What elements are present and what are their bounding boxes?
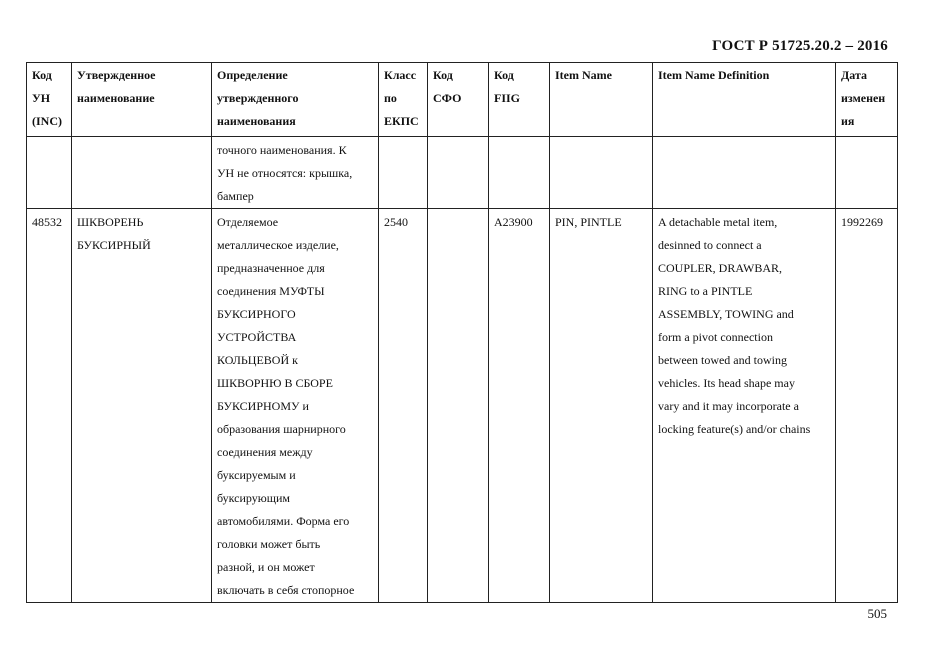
cell-text-line: vary and it may incorporate a: [658, 399, 799, 413]
column-header-sfo-code: [428, 63, 489, 137]
column-header-line: Утвержденное: [77, 68, 156, 82]
cell-text-line: ШКВОРЕНЬ: [77, 215, 144, 229]
cell-text-line: точного наименования. К: [217, 143, 347, 157]
cell-sfo-code: [428, 137, 489, 209]
column-header-item-name: [550, 63, 653, 137]
cell-text-line: locking feature(s) and/or chains: [658, 422, 811, 436]
catalog-table: [26, 62, 898, 603]
column-header-line: УН: [32, 91, 51, 105]
cell-text-line: УСТРОЙСТВА: [217, 330, 297, 344]
cell-text-line: form a pivot connection: [658, 330, 773, 344]
cell-fiig-code: [489, 137, 550, 209]
cell-text-line: автомобилями. Форма его: [217, 514, 350, 528]
cell-text-line: COUPLER, DRAWBAR,: [658, 261, 783, 275]
column-header-line: FIIG: [494, 91, 521, 105]
cell-definition: [212, 209, 379, 603]
column-header-approved-name: [72, 63, 212, 137]
column-header-ekps-class: [379, 63, 428, 137]
column-header-line: наименования: [217, 114, 296, 128]
column-header-line: Item Name: [555, 68, 612, 82]
cell-item-name: [550, 137, 653, 209]
cell-text-line: ASSEMBLY, TOWING and: [658, 307, 794, 321]
cell-text-line: УН не относятся: крышка,: [217, 166, 353, 180]
cell-approved-name: [72, 137, 212, 209]
column-header-line: ия: [841, 114, 855, 128]
cell-change-date: [836, 137, 898, 209]
cell-text-line: включать в себя стопорное: [217, 583, 355, 597]
column-header-line: по: [384, 91, 397, 105]
cell-text-line: буксируемым и: [217, 468, 296, 482]
column-header-item-name-definition: [653, 63, 836, 137]
column-header-line: Код: [32, 68, 52, 82]
cell-text-line: БУКСИРНЫЙ: [77, 238, 151, 252]
cell-text-line: бампер: [217, 189, 254, 203]
cell-text-line: БУКСИРНОМУ и: [217, 399, 309, 413]
column-header-fiig-code: [489, 63, 550, 137]
column-header-change-date: [836, 63, 898, 137]
cell-text-line: КОЛЬЦЕВОЙ к: [217, 353, 298, 367]
cell-inc: [27, 137, 72, 209]
cell-text-line: соединения между: [217, 445, 313, 459]
column-header-line: Класс: [384, 68, 417, 82]
cell-text-line: предназначенное для: [217, 261, 325, 275]
column-header-line: Код: [433, 68, 453, 82]
cell-text-line: desinned to connect a: [658, 238, 762, 252]
table-row-continuation: [27, 137, 898, 209]
column-header-line: Дата: [841, 68, 867, 82]
cell-approved-name: [72, 209, 212, 603]
column-header-line: утвержденного: [217, 91, 299, 105]
cell-sfo-code: [428, 209, 489, 603]
column-header-line: ЕКПС: [384, 114, 419, 128]
cell-ekps-class: [379, 137, 428, 209]
cell-ekps-class: 2540: [379, 209, 428, 603]
cell-text-line: разной, и он может: [217, 560, 315, 574]
column-header-line: Определение: [217, 68, 288, 82]
column-header-line: Item Name Definition: [658, 68, 770, 82]
cell-text-line: БУКСИРНОГО: [217, 307, 296, 321]
cell-item-name: PIN, PINTLE: [550, 209, 653, 603]
column-header-definition: [212, 63, 379, 137]
cell-text-line: головки может быть: [217, 537, 321, 551]
cell-inc: 48532: [27, 209, 72, 603]
document-header-title: ГОСТ Р 51725.20.2 – 2016: [712, 38, 888, 54]
cell-text-line: буксирующим: [217, 491, 290, 505]
cell-text-line: RING to a PINTLE: [658, 284, 753, 298]
cell-change-date: 1992269: [836, 209, 898, 603]
cell-text-line: A detachable metal item,: [658, 215, 778, 229]
table-row-48532: [27, 209, 898, 603]
cell-text-line: between towed and towing: [658, 353, 787, 367]
column-header-inc: [27, 63, 72, 137]
cell-text-line: Отделяемое: [217, 215, 279, 229]
cell-item-name-definition: [653, 137, 836, 209]
column-header-line: изменен: [841, 91, 886, 105]
cell-item-name-definition: [653, 209, 836, 603]
column-header-line: (INC): [32, 114, 62, 128]
cell-text-line: металлическое изделие,: [217, 238, 339, 252]
cell-text-line: ШКВОРНЮ В СБОРЕ: [217, 376, 333, 390]
table-header-row: [27, 63, 898, 137]
cell-text-line: vehicles. Its head shape may: [658, 376, 795, 390]
cell-text-line: образования шарнирного: [217, 422, 346, 436]
cell-fiig-code: A23900: [489, 209, 550, 603]
cell-text-line: соединения МУФТЫ: [217, 284, 325, 298]
cell-definition: [212, 137, 379, 209]
column-header-line: наименование: [77, 91, 155, 105]
column-header-line: СФО: [433, 91, 462, 105]
page-number: 505: [867, 606, 887, 621]
column-header-line: Код: [494, 68, 514, 82]
